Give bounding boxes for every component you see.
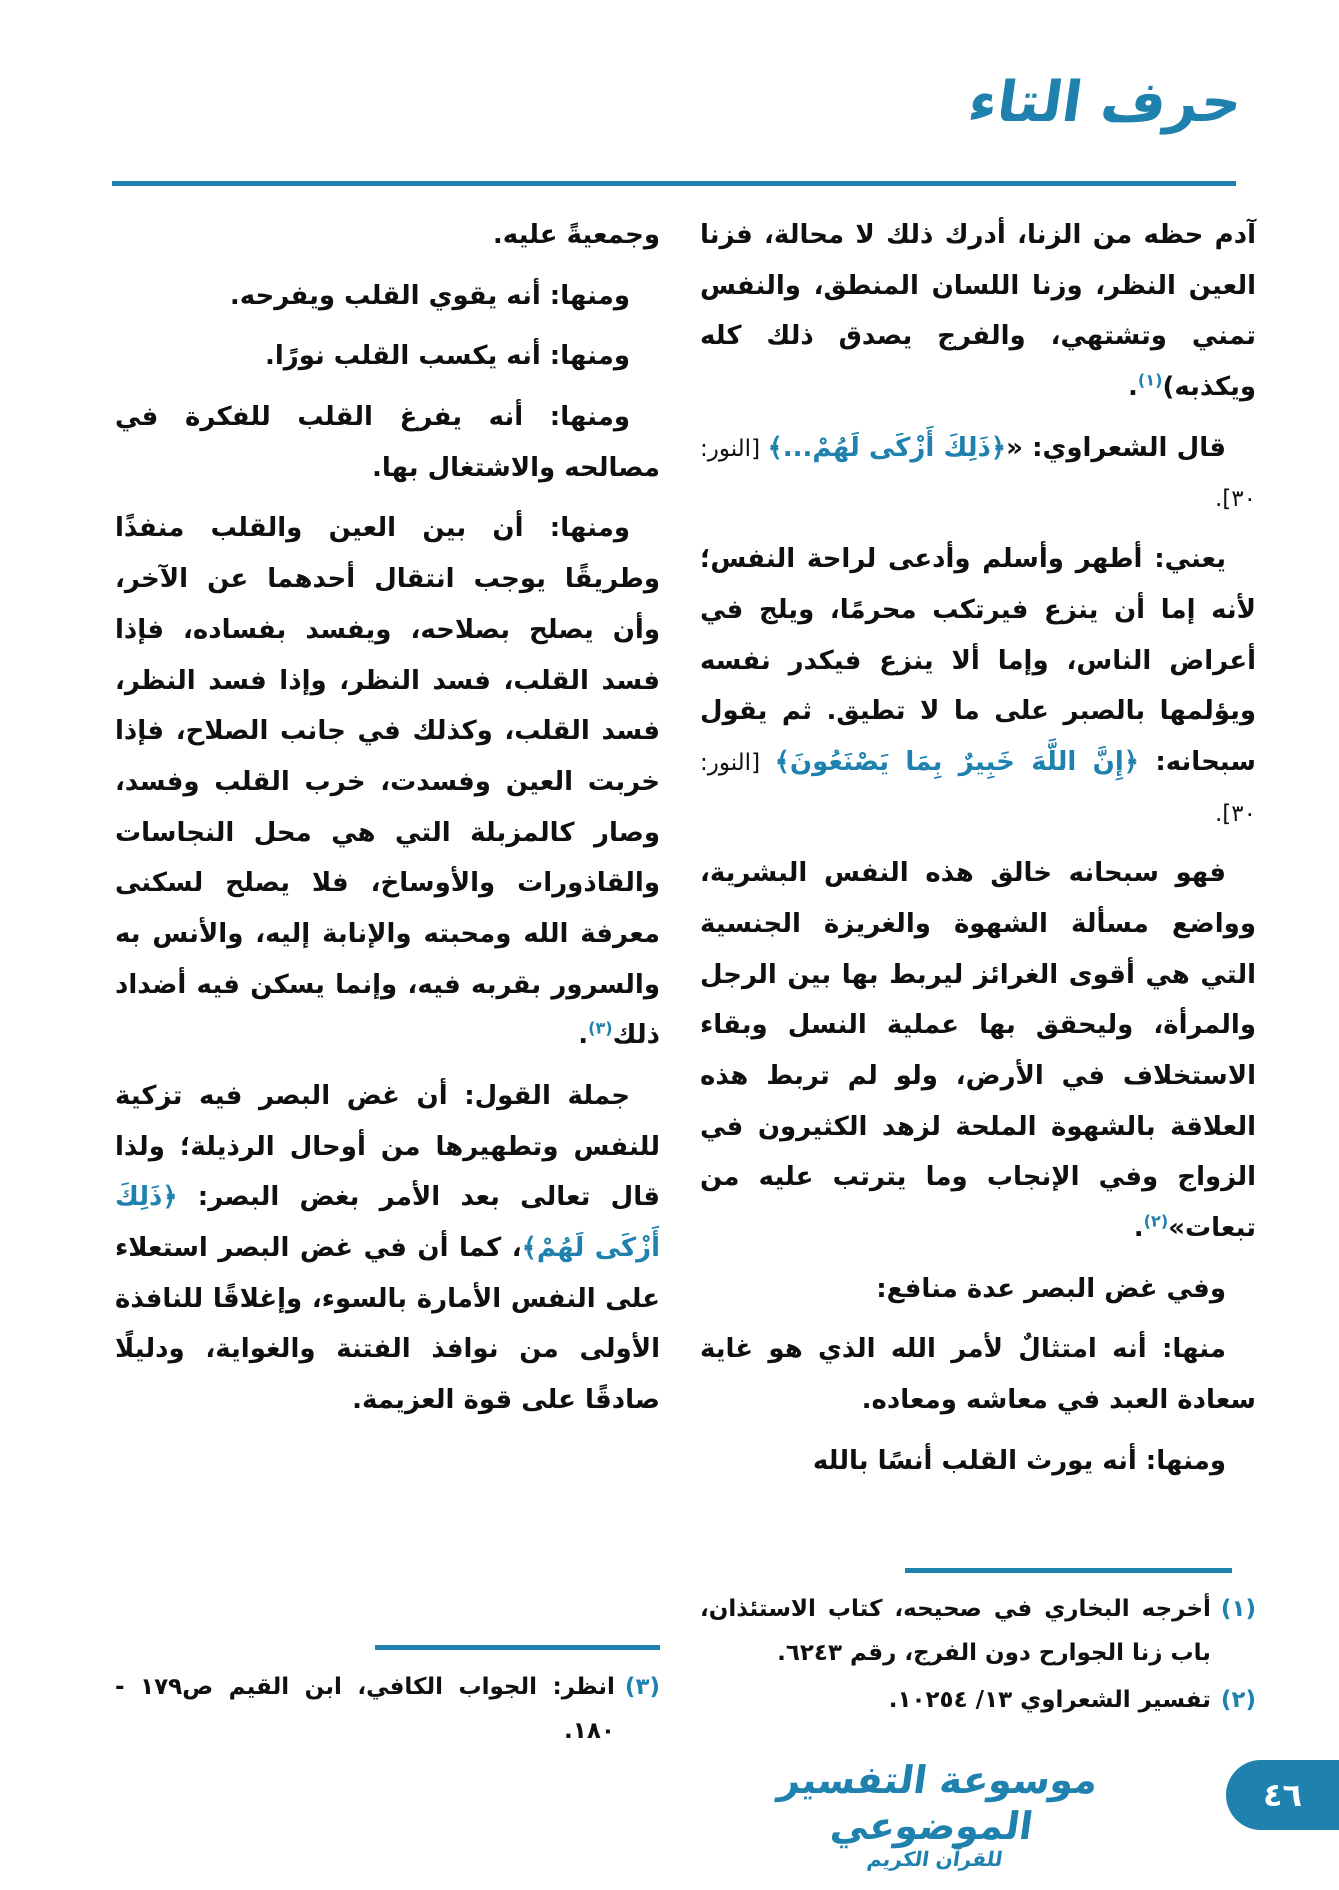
paragraph: [700, 1436, 1256, 1487]
footnote-marker: (٣): [588, 1018, 613, 1038]
text-run: ، كما أن في غض البصر استعلاء على النفس الأمارة بالسوء، وإغلاقًا للنافذة الأولى من نوافذ الفتنة والغواية، ودليلًا صادقًا على قوة العزيمة.: [115, 1233, 660, 1416]
quran-verse: ﴿ذَلِكَ أَزْكَى لَهُمْ﴾: [115, 1182, 660, 1264]
header-divider: [112, 181, 1236, 186]
publisher-logo: [760, 1758, 1110, 1871]
paragraph: [700, 534, 1256, 838]
footnote: [700, 1588, 1256, 1675]
paragraph: [700, 210, 1256, 413]
footnote-text: أخرجه البخاري في صحيحه، كتاب الاستئذان، باب زنا الجوارح دون الفرج، رقم ٦٢٤٣.: [700, 1596, 1211, 1666]
footnote-marker: (١): [1137, 370, 1163, 390]
citation: [النور: ٣٠].: [700, 435, 1256, 513]
paragraph: [700, 848, 1256, 1254]
paragraph: [115, 392, 660, 493]
page-number-badge: [1226, 1760, 1339, 1830]
paragraph: [700, 423, 1256, 524]
text-run: .: [1128, 372, 1138, 403]
footnote-number: (١): [1220, 1596, 1256, 1622]
right-column: [700, 210, 1256, 1497]
text-run: .: [1133, 1213, 1144, 1244]
footnote-divider-right: [905, 1568, 1232, 1573]
text-run: آدم حظه من الزنا، أدرك ذلك لا محالة، فزنا العين النظر، وزنا اللسان المنطق، والنفس تمني وتشتهي، والفرج يصدق ذلك كله ويكذبه): [700, 220, 1256, 403]
text-columns: [115, 210, 1256, 1497]
text-run: منها: أنه امتثالٌ لأمر الله الذي هو غاية سعادة العبد في معاشه ومعاده.: [700, 1334, 1256, 1416]
footnotes-right: [700, 1588, 1256, 1727]
text-run: ومنها: أنه يقوي القلب ويفرحه.: [229, 280, 630, 311]
text-run: قال الشعراوي: «: [1006, 432, 1227, 463]
paragraph: [115, 503, 660, 1061]
left-column: [115, 210, 660, 1436]
text-run: يعني: أطهر وأسلم وأدعى لراحة النفس؛ لأنه إما أن ينزع فيرتكب محرمًا، ويلج في أعراض الناس، وإما ألا ينزع فيكدر نفسه ويؤلمها بالصبر على ما لا تطيق. ثم يقول سبحانه:: [700, 544, 1256, 777]
paragraph: [115, 210, 660, 261]
footnote-number: (٢): [1220, 1687, 1256, 1714]
logo-title: موسوعة التفسير الموضوعي: [775, 1758, 1101, 1848]
footnote-divider-left: [375, 1645, 660, 1650]
text-run: وفي غض البصر عدة منافع:: [876, 1273, 1226, 1304]
text-run: ومنها: أنه يكسب القلب نورًا.: [264, 341, 630, 372]
footnote-text: تفسير الشعراوي ١٣/ ١٠٢٥٤.: [888, 1687, 1211, 1714]
footnote-text: انظر: الجواب الكافي، ابن القيم ص١٧٩ - ١٨٠.: [115, 1674, 615, 1744]
text-run: ومنها: أنه يورث القلب أنسًا بالله: [812, 1445, 1226, 1476]
quran-verse: ﴿إِنَّ اللَّهَ خَبِيرٌ بِمَا يَصْنَعُونَ﴾: [774, 746, 1140, 777]
text-run: وجمعيةً عليه.: [492, 220, 660, 250]
footnote-marker: (٢): [1143, 1211, 1169, 1231]
text-run: .: [578, 1020, 589, 1051]
text-run: فهو سبحانه خالق هذه النفس البشرية، وواضع مسألة الشهوة والغريزة الجنسية التي هي أقوى الغرائز ليربط بها بين الرجل والمرأة، وليحقق بها عملية النسل وبقاء الاستخلاف في الأرض، ولو لم تربط هذه العلاقة بالشهوة الملحة لزهد الكثيرون في الزواج وفي الإنجاب وما يترتب عليه من تبعات»: [700, 858, 1256, 1244]
logo-subtitle: للقرآن الكريم: [865, 1847, 1005, 1872]
paragraph: [115, 271, 660, 322]
citation: [النور: ٣٠].: [700, 749, 1256, 827]
footnote: [700, 1679, 1256, 1723]
paragraph: [700, 1324, 1256, 1425]
paragraph: [700, 1264, 1256, 1315]
footnote: [115, 1666, 660, 1753]
text-run: جملة القول: أن غض البصر فيه تزكية للنفس وتطهيرها من أوحال الرذيلة؛ ولذا قال تعالى بعد الأمر بغض البصر:: [115, 1081, 660, 1213]
footnotes-left: [115, 1666, 660, 1757]
quran-verse: ﴿ذَلِكَ أَزْكَى لَهُمْ...﴾: [767, 432, 1007, 463]
text-run: ومنها: أن بين العين والقلب منفذًا وطريقًا يوجب انتقال أحدهما عن الآخر، وأن يصلح بصلاحه، ويفسد بفساده، فإذا فسد القلب، فسد النظر، وإذا فسد النظر، فسد القلب، وكذلك في جانب الصلاح، فإذا خربت العين وفسدت، خرب القلب وفسد، وصار كالمزبلة التي هي محل النجاسات والقاذورات والأوساخ، فلا يصلح لسكنى معرفة الله ومحبته والإنابة إليه، والأنس به والسرور بقربه فيه، وإنما يسكن فيه أضداد ذلك: [115, 513, 660, 1051]
paragraph: [115, 1071, 660, 1426]
paragraph: [115, 331, 660, 382]
footnote-number: (٣): [624, 1674, 660, 1700]
text-run: ومنها: أنه يفرغ القلب للفكرة في مصالحه والاشتغال بها.: [115, 402, 660, 483]
chapter-heading: حرف التاء: [963, 70, 1246, 135]
page-number: ٤٦: [1262, 1776, 1303, 1814]
